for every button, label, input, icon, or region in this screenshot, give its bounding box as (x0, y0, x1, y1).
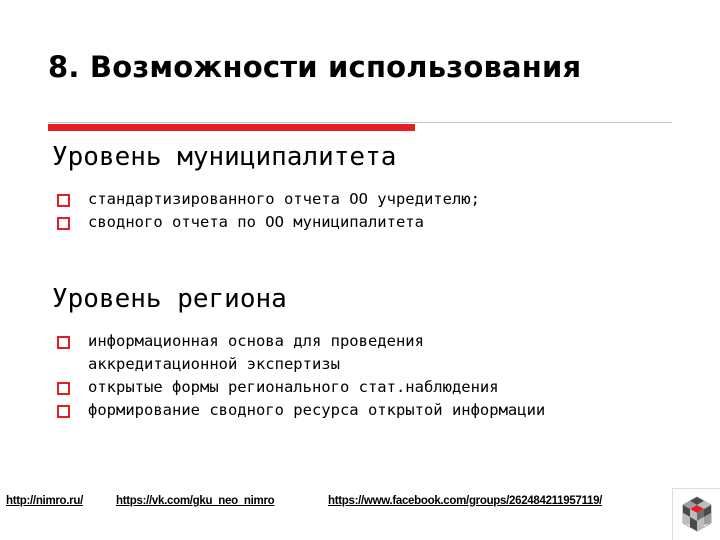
list-item (56, 330, 545, 376)
hexagon-logo-icon (673, 489, 720, 540)
footer-link-nimro-site[interactable]: http://nimro.ru/ (6, 495, 83, 507)
bullet-text-continuation: аккредитационной экспертизы (88, 355, 340, 373)
list-item (56, 399, 545, 422)
list-item (56, 211, 480, 234)
footer-link-facebook[interactable]: https://www.facebook.com/groups/262484211957119/ (328, 495, 603, 507)
square-bullet-icon (57, 405, 70, 418)
bullet-text: сводного отчета по ОО муниципалитета (88, 213, 424, 231)
bullet-text: стандартизированного отчета ОО учредителю; (88, 190, 480, 208)
section-heading-municipality: Уровень муниципалитета (52, 142, 397, 172)
bullet-text: формирование сводного ресурса открытой информации (88, 401, 546, 419)
footer-link-vk[interactable]: https://vk.com/gku_neo_nimro (116, 495, 275, 507)
bullet-text: информационная основа для проведения (88, 332, 424, 350)
square-bullet-icon (57, 336, 70, 349)
section-heading-region: Уровень региона (52, 284, 287, 314)
title-divider-line (48, 122, 672, 123)
square-bullet-icon (57, 382, 70, 395)
square-bullet-icon (57, 217, 70, 230)
list-item (56, 188, 480, 211)
square-bullet-icon (57, 194, 70, 207)
region-bullet-list (56, 330, 545, 422)
title-accent-bar (48, 124, 415, 131)
organization-logo (672, 488, 720, 540)
list-item (56, 376, 545, 399)
municipality-bullet-list (56, 188, 480, 234)
slide-title: 8. Возможности использования (48, 50, 582, 84)
bullet-text: открытые формы регионального стат.наблюдения (88, 378, 499, 396)
